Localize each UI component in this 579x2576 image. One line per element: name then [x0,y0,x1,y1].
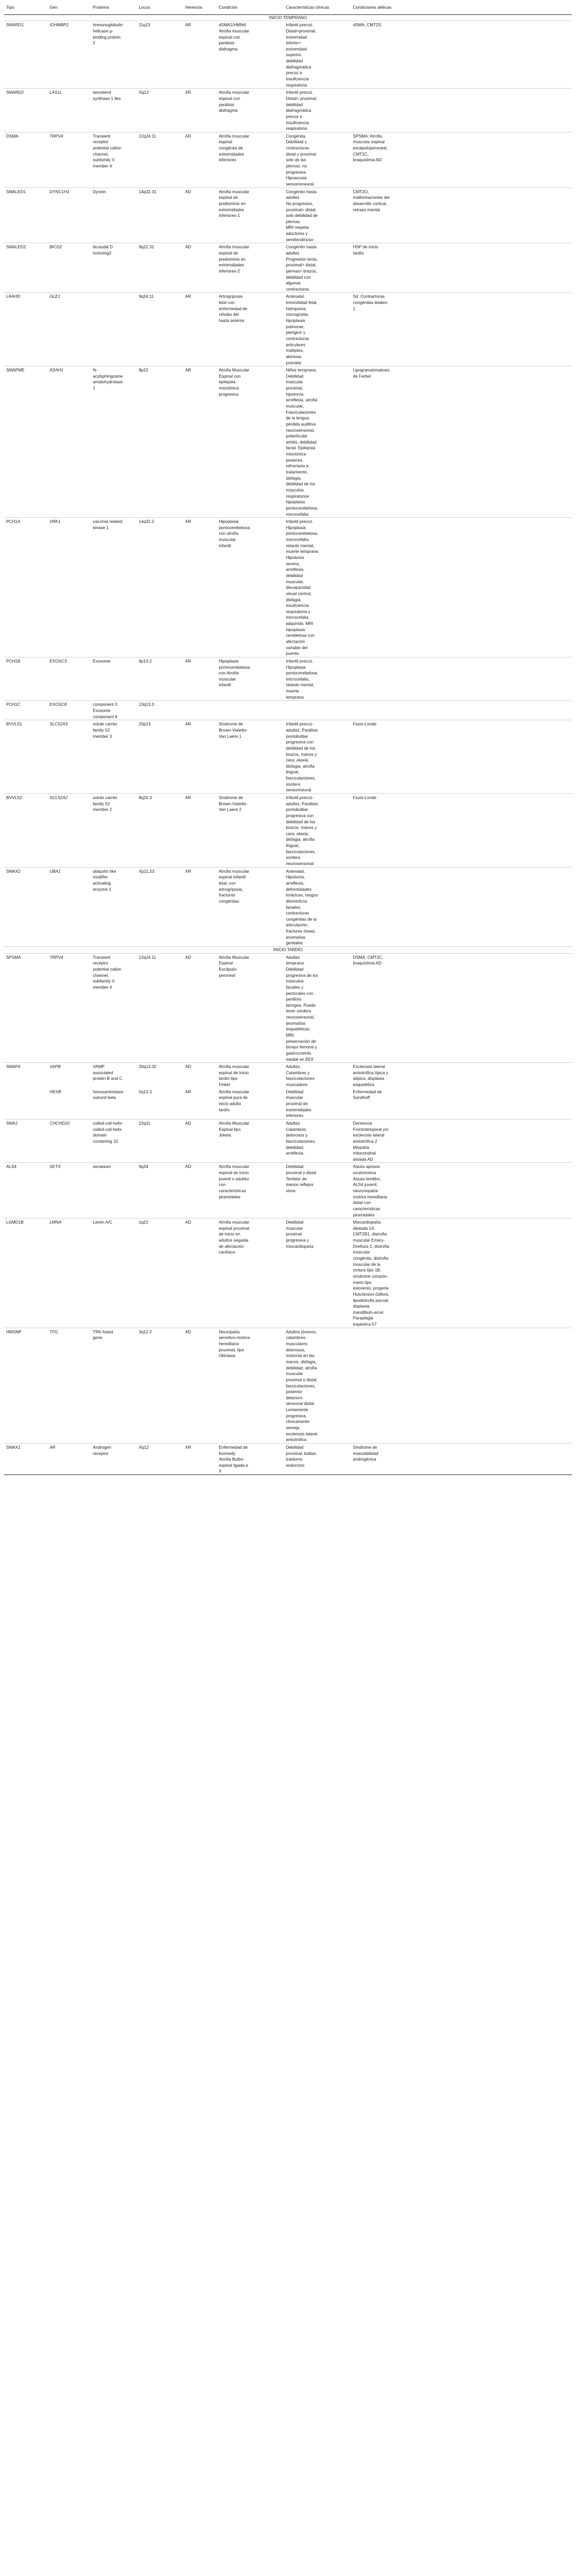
cell-tipo: SMAX2 [4,867,47,946]
cell-herencia: AR [183,518,217,657]
cell-locus: 20q13.32 [139,1064,157,1070]
header-row [4,5,572,14]
cell-tipo: LGMD1B [4,1218,47,1328]
table-row [4,366,572,518]
cell-proteina: solute carrier family 52 member 2 [91,794,137,868]
cell-locus: 1q22 [137,1218,183,1328]
table-row [4,89,572,132]
header-alelicas: Condiciones alélicas [351,5,572,14]
cell-locus: 9q22.31 [137,243,183,293]
cell-locus: Xq12 [137,1443,183,1475]
cell-alelicas [351,89,572,132]
cell-herencia: AR [183,1088,217,1120]
cell-alelicas: Sd. Contracturas congénitas letales- 1 [351,293,572,366]
cell-proteina: TRK-fused gene [91,1328,137,1443]
cell-locus: 12q24.11 [137,132,183,188]
header-proteina: Proteína [91,5,137,14]
table-row [4,518,572,657]
cell-alelicas: DSMA, CMT2C, braquiolmia AD [351,953,572,1063]
cell-proteina: hexosaminidase subunit beta [91,1088,137,1120]
cell-alelicas [351,701,572,720]
table-row [4,188,572,243]
cell-tipo: SPSMA [4,953,47,1063]
cell-proteina: component 3 Exosome component 8 [91,701,137,720]
header-gen: Gen [47,5,91,14]
cell-condicion: Atrofia Muscular Espinal Escápulo- peroneal [217,953,284,1063]
cell-alelicas: Lipogranulomatosis de Farber [351,366,572,518]
cell-herencia: AD [183,953,217,1063]
cell-alelicas: SPSMA; Atrofia muscular espinal escápuloperoneal, CMT2C, braquiolmia AD [351,132,572,188]
cell-alelicas [351,518,572,657]
cell-condicion: Atrofia Muscular Espinal tipo Jokela [217,1119,284,1162]
cell-alelicas: Miocardiopatía dilatada 1A, CMT2B1, distrofia muscular Emery- Dreifuss 2, distrofia muscular congénita, distrofia muscular de la cintura tipo 1B, síndrome corazón- mano tipo eslovenio, progeria Hutchinson-Gilford, lipodistrofia parcial, displasia mandíbulo-acral Paraplegia espástica 57 [351,1218,572,1328]
cell-condicion: Atrofia muscular espinal de predominio en extremidades inferiores-2 [217,243,284,293]
cell-gen: SETX [47,1163,91,1218]
cell-condicion: Atrofia muscular espinal proximal de inicio en adultos seguida de afectación cardíaca [217,1218,284,1328]
table-row [4,1063,572,1088]
cell-alelicas: Demencia Frontotemporal y/o esclerosis lateral amiotrófica 2 Miopatía mitocondrial aislada AD [351,1119,572,1162]
cell-condicion: dSMA1/HMN6 Atrofia muscular espinal con parálisis diafragma [217,21,284,89]
section-title: INICIO TARDÍO [4,947,572,954]
cell-clinicas: Debilidad muscular proximal de extremidades inferiores [284,1088,351,1120]
genetics-table [4,5,572,1475]
cell-alelicas [351,657,572,700]
cell-locus: Xp11.23 [137,867,183,946]
cell-gen: UBA1 [47,867,91,946]
header-locus: Locus [137,5,183,14]
cell-herencia: AD [183,132,217,188]
cell-locus: 13q13.3 [137,701,183,720]
cell-condicion: Síndrome de Brown-Vialetto- Van Laere 1 [217,720,284,794]
cell-alelicas: Ataxia apraxia oculomotora Ataxia temblor, ALS4 juvenil, neuronopatía motora hereditaria distal con características piramidales [351,1163,572,1218]
cell-alelicas: Fazio-Londe [351,794,572,868]
cell-clinicas: Debilidad muscular proximal progresiva y miocardiopatía [284,1218,351,1328]
cell-tipo: BVVLS2 [4,794,47,868]
cell-tipo: SMAFK [6,1064,21,1070]
cell-clinicas: Infantil precoz. Hipoplasia pontocerebelosa, microcefalia, retardo mental, muerte temprana Hipotonía severa, arreflexia, debilidad muscular, discapacidad visual central, disfagia, insuficiencia respiratoria y microcefalia adquirida. MRI hipoplasia cerebelosa con afectación variable del puente. [284,518,351,657]
cell-locus: 3q12.2 [137,1328,183,1443]
cell-gen: ASAH1 [47,366,91,518]
table-row [4,243,572,293]
cell-proteina: Exosome [91,657,137,700]
cell-alelicas: dSMA, CMT2S [351,21,572,89]
cell-proteina: Immunoglobulin helicase µ- binding protein 2 [91,21,137,89]
cell-herencia: AD [183,1328,217,1443]
cell-alelicas: Esclerosis lateral amiotrófica típica y atípica, displasia esquelética [353,1064,388,1088]
cell-locus: 14q32.31 [137,188,183,243]
cell-condicion: Enfermedad de Kennedy Atrofia Bulbo- espinal ligada a X [217,1443,284,1475]
cell-gen: AR [47,1443,91,1475]
cell-clinicas: Infantil precoz. Hipoplasia pontocerebelosa, microcefalia, retardo mental, muerte temprana [284,657,351,700]
cell-herencia: AR [183,21,217,89]
table-row [4,657,572,700]
cell-tipo: HMSNP [4,1328,47,1443]
cell-gen: SCL52A2 [47,794,91,868]
header-caracteristicas: Características clínicas [284,5,351,14]
cell-herencia: AR [183,293,217,366]
cell-herencia: AR [183,366,217,518]
cell-proteina: Dynein [91,188,137,243]
cell-clinicas: Infantil precoz. Distal>proximal; extremidad inferior> extremidad superior, debilidad diafragmática precoz e insuficiencia respiratoria [284,21,351,89]
cell-tipo: SMALED1 [4,188,47,243]
table-row [4,953,572,1063]
cell-tipo: ALS4 [4,1163,47,1218]
cell-locus: 9q34.11 [137,293,183,366]
table-body [4,14,572,1475]
cell-condicion: Atrofia muscular espinal de inicio juvenil o adultez con características piramidales [217,1163,284,1218]
cell-tipo: PCH1C [4,701,47,720]
table-row [4,867,572,946]
cell-locus: 20p13 [137,720,183,794]
cell-tipo: SMAPME [4,366,47,518]
cell-alelicas: CMT2O, malformaciones del desarrollo cortical, retraso mental [351,188,572,243]
section-title: INICIO TEMPRANO [4,14,572,21]
cell-locus: 8p22 [137,366,183,518]
table-row [4,1088,572,1120]
cell-gen: SLC52A3 [47,720,91,794]
cell-herencia: AD [183,243,217,293]
cell-condicion: Atrofia muscular espinal con parálisis diafragma [217,89,284,132]
cell-gen: TFG [47,1328,91,1443]
cell-gen: EXOSC8 [47,701,91,720]
cell-gen: DYNC1H1 [47,188,91,243]
table-row [4,720,572,794]
cell-alelicas: Síndrome de insensibilidad androgénica [351,1443,572,1475]
cell-gen: BICD2 [47,243,91,293]
cell-clinicas: Debilidad proximal y distal Temblor de manos reflejos vivos [284,1163,351,1218]
cell-alelicas: HSP de inicio tardío [351,243,572,293]
cell-clinicas: Adultos jóvenes, calambres musculares dolorosos, miotonía en las manos, disfagia, debilidad, atrofia muscular proximal o distal, fasciculaciones, posterior deterioro sensorial distal. Lentamente progresiva, clínicamente semeja esclerosis lateral amiotrófica [284,1328,351,1443]
cell-locus: 5q13.3 [137,1088,183,1120]
table-row [4,21,572,89]
cell-proteina: Lamin A/C [91,1218,137,1328]
cell-locus: 9p13.2 [137,657,183,700]
cell-clinicas: Congénita. Debilidad y contracturas distal y proximal solo de las piernas; no progresiva. Hipoacusia sensorioneural. [284,132,351,188]
cell-herencia: AR [183,720,217,794]
cell-clinicas: Adultez. Calambres y fasciculaciones musculares [286,1064,315,1088]
cell-alelicas [351,867,572,946]
cell-alelicas [351,1328,572,1443]
header-herencia: Herencia [183,5,217,14]
cell-locus: Xq12 [137,89,183,132]
cell-gen: HEXB [47,1088,91,1120]
cell-tipo: LAAHD [4,293,47,366]
cell-alelicas: Enfermedad de Sandhoff [351,1088,572,1120]
cell-proteina: N- acylsphingosine amidohydrolase 1 [91,366,137,518]
table-row [4,1218,572,1328]
cell-clinicas: Niñez temprana. Debilidad muscular proximal, hipotonía, arreflexia, atrofia muscular, Fasciculaciones de la lengua, pérdida auditiva neurosensorial, poliarticular artritis, debilidad facial. Epilepsia mioclónica posterior, refractaria a tratamiento, disfagia, debilidad de los músculos respiratorios hipoplasia pontocerebelosa, microcefalia [284,366,351,518]
cell-clinicas: Adultez. Calambres dolorosos y fasciculaciones, debilidad; arreflexia. [284,1119,351,1162]
cell-locus: 14q32.2 [137,518,183,657]
cell-gen: LAS1L [47,89,91,132]
cell-herencia: AD [183,1218,217,1328]
cell-herencia: XR [183,89,217,132]
cell-locus: 11q13 [137,21,183,89]
cell-clinicas: Antenatal. Hipotonía, arreflexia, deformidades torácicas, rasgos dismórficos faciales, contracturas congénitas de la articulación, fracturas óseas, anomalías genitales [284,867,351,946]
cell-locus: 9q34 [137,1163,183,1218]
table-row [4,1163,572,1218]
table-row [4,293,572,366]
cell-tipo: SMARD2 [4,89,47,132]
cell-condicion: Atrofia muscular espinal pura de inicio adulto tardío [217,1088,284,1120]
cell-clinicas: Infantil precoz. Distal> proximal; debilidad diafragmática precoz e insuficiencia respiratoria [284,89,351,132]
section-header [4,947,572,954]
cell-tipo: SMARD1 [4,21,47,89]
cell-herencia: AD [183,188,217,243]
cell-alelicas: Fazio-Londe [351,720,572,794]
cell-gen: CHCHD10 [47,1119,91,1162]
cell-proteina: ubiquitin like modifier activating enzyme 1 [91,867,137,946]
cell-proteina: bicaudal D homolog2 [91,243,137,293]
header-tipo: Tipo [4,5,47,14]
cell-clinicas: Infantil precoz- adultez; Parálisis pontobulbar progresiva con debilidad de los brazos, manos y cara; ataxia; disfagia; atrofia lingual, fasciculaciones, sordera sensorineural [284,720,351,794]
cell-herencia: AD [183,1119,217,1162]
cell-gen: EXOSC3 [47,657,91,700]
cell-condicion: Hipoplasia pontocerebelosa con Atrofia muscular infantil [217,657,284,700]
cell-clinicas: Congénito hasta adultez Progresión lenta, proximal> distal, piernas> brazos, debilidad con algunas contracturas [284,243,351,293]
cell-gen: TRPV4 [47,132,91,188]
cell-proteina: Transient receptor potential cation channel, subfamily V member 4 [91,953,137,1063]
table-row [4,1443,572,1475]
cell-condicion: Síndrome de Brown-Vialetto- Van Laere 2 [217,794,284,868]
cell-clinicas: Congénito hasta adultez No progresivo, proximal> distal, solo debilidad de piernas MRI respeta aductores y semitendinoso- [284,188,351,243]
table-row [4,701,572,720]
table-row [4,1119,572,1162]
cell-gen: TRPV4 [47,953,91,1063]
cell-gen: GLE1 [47,293,91,366]
cell-condicion: Atrofia Muscular Espinal con epilepsia mioclónica progresiva [217,366,284,518]
cell-tipo: DSMA [4,132,47,188]
cell-gen: VAPB [49,1064,61,1070]
cell-gen: IGHMBP2 [47,21,91,89]
cell-tipo [4,1088,47,1120]
header-condicion: Condición [217,5,284,14]
cell-herencia: AD [183,1163,217,1218]
cell-herencia: XR [183,1443,217,1475]
cell-condicion: Atrofia muscular espinal de predominio en extremidades inferiores-1 [217,188,284,243]
cell-clinicas [284,701,351,720]
cell-tipo: SMAX1 [4,1443,47,1475]
cell-proteina: vaccinia related kinase 1 [91,518,137,657]
cell-proteina: Transient receptor potential cation channel, subfamily V member 4 [91,132,137,188]
cell-tipo: BVVLS1 [4,720,47,794]
cell-proteina: lanosterol synthase 1 like [91,89,137,132]
table-row [4,132,572,188]
cell-clinicas: Antenatal. Inmovilidad fetal, hidropesía, micrognatia, hipoplasia pulmonar, pterigion y contracturas articulares múltiples, akinesia prenatal [284,293,351,366]
cell-gen: VRK1 [47,518,91,657]
cell-clinicas: Infantil precoz- adultez; Parálisis pontobulbar progresiva con debilidad de los brazos, manos y cara; ataxia; disfagia; atrofia lingual, fasciculaciones, sordera neurosensorial [284,794,351,868]
cell-condicion: Atrofia muscular espinal congénita de extremidades inferiores [217,132,284,188]
cell-condicion: Artrogriposis letal con enfermedad de células del hasta anterior [217,293,284,366]
cell-condicion: Atrofia muscular espinal infantil letal, con artrogriposis, fracturas congénitas [217,867,284,946]
cell-proteina: senataxin [91,1163,137,1218]
cell-tipo: SMALED2 [4,243,47,293]
cell-locus: 12q24.11 [137,953,183,1063]
cell-clinicas: Debilidad proximal, bulbar, trastorno endocrino [284,1443,351,1475]
cell-herencia: AR [183,794,217,868]
cell-proteina: coiled-coil-helix- coiled-coil-helix domain containing 10 [91,1119,137,1162]
table-row [4,794,572,868]
cell-proteina: solute carrier family 52 member 3 [91,720,137,794]
cell-proteina: VAMP associated protein B and C [93,1064,123,1081]
cell-condicion: Hipoplasia pontocerebelosa con atrofia muscular infantil [217,518,284,657]
cell-proteina: Androgen receptor [91,1443,137,1475]
cell-proteina [91,293,137,366]
cell-gen: LMNA [47,1218,91,1328]
section-header [4,14,572,21]
cell-locus: 22q11 [137,1119,183,1162]
cell-herencia: XR [183,867,217,946]
cell-tipo: PCH1A [4,518,47,657]
cell-locus: 8q24.3 [137,794,183,868]
cell-tipo: SMAJ [4,1119,47,1162]
cell-clinicas: Adultez temprana. Debilidad progresiva de los músculos faciales y pectorales con parálisis laríngea. Puede tener sordera neurosensorial, anomalías esqueléticas. MRI: preservación de bíceps femoral y gastrocnemio medial en EEII [284,953,351,1063]
cell-tipo: PCH1B [4,657,47,700]
cell-herencia [183,701,217,720]
cell-condicion [217,701,284,720]
cell-condicion: Neuropatía sensitivo-motora hereditaria proximal, tipo Okinawa [217,1328,284,1443]
cell-herencia: AR [183,657,217,700]
cell-condicion: Atrofia muscular espinal de inicio tardío tipo Finkel [219,1064,250,1088]
cell-herencia: AD [185,1064,191,1070]
table-row [4,1328,572,1443]
